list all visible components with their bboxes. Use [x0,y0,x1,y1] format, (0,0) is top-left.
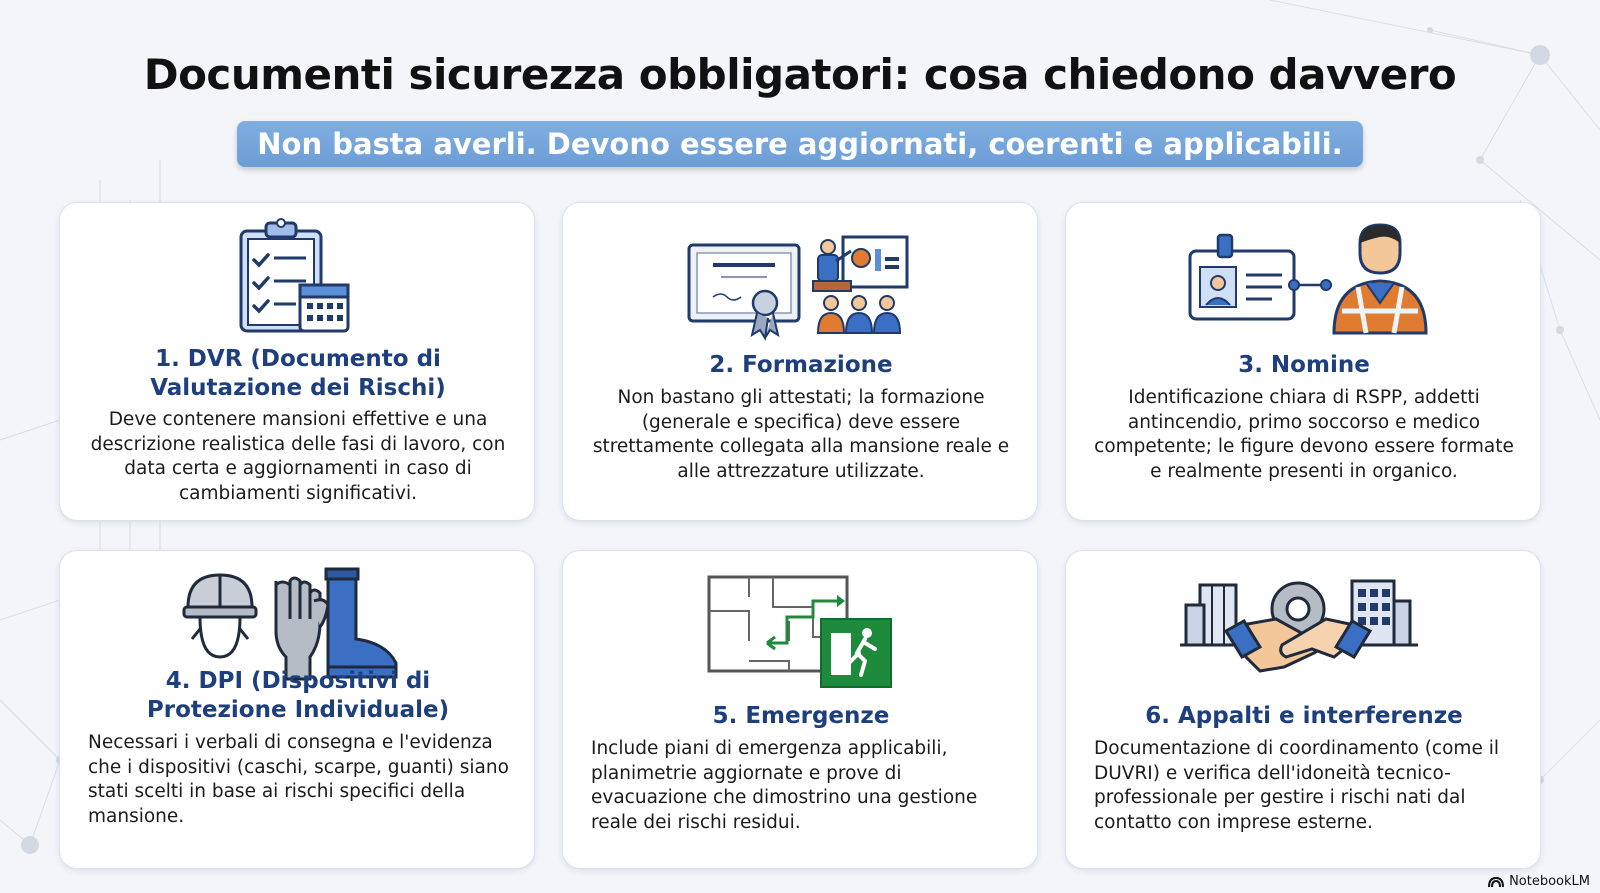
floorplan-exit-icon [563,551,1039,691]
card-dpi-body: Necessari i verbali di consegna e l'evidenza che i dispositivi (caschi, scarpe, guanti) siano stati scelti in base ai rischi specifici della mansione. [88,732,509,827]
card-appalti [1065,550,1541,869]
card-formazione [562,202,1038,521]
card-appalti-body: Documentazione di coordinamento (come il DUVRI) e verifica dell'idoneità tecnico-professionale per gestire i rischi nati dal contatto con imprese esterne. [1094,738,1499,833]
page-title: Documenti sicurezza obbligatori: cosa chiedono davvero [143,50,1457,99]
buildings-handshake-icon [1066,551,1542,691]
card-emergenze-body: Include piani di emergenza applicabili, planimetrie aggiornate e prove di evacuazione che dimostrino una gestione reale dei rischi residui. [591,738,978,833]
card-emergenze-title: 5. Emergenze [712,703,890,729]
notebooklm-logo-icon [1488,876,1504,888]
card-dvr-body: Deve contenere mansioni effettive e una descrizione realistica delle fasi di lavoro, con data certa e aggiornamenti in caso di cambiamenti significativi. [90,409,506,504]
certificate-training-icon [563,203,1039,343]
brand-label: NotebookLM [1509,874,1590,889]
clipboard-calendar-icon [60,203,536,343]
card-dpi-title-line1: 4. DPI (Dispositivi di [165,668,431,694]
card-nomine-title: 3. Nomine [1238,352,1370,378]
card-appalti-title: 6. Appalti e interferenze [1145,703,1463,729]
card-nomine [1065,202,1541,521]
card-emergenze [562,550,1038,869]
card-formazione-body: Non bastano gli attestati; la formazione (generale e specifica) deve essere strettamente collegata alla mansione reale e alle attrezzature utilizzate. [592,387,1010,482]
page-subtitle: Non basta averli. Devono essere aggiornati, coerenti e applicabili. [237,121,1362,167]
card-formazione-title: 2. Formazione [709,352,893,378]
card-dvr [59,202,535,521]
card-dpi-title-line2: Protezione Individuale) [146,697,450,723]
id-badge-worker-icon [1066,203,1542,343]
brand-logo [1488,874,1590,889]
card-nomine-body: Identificazione chiara di RSPP, addetti antincendio, primo soccorso e medico competente; le figure devono essere formate e realmente presenti in organico. [1094,387,1514,482]
card-dpi [59,550,535,869]
card-dvr-title-line1: 1. DVR (Documento di [155,346,441,372]
card-dvr-title-line2: Valutazione dei Rischi) [150,375,446,401]
